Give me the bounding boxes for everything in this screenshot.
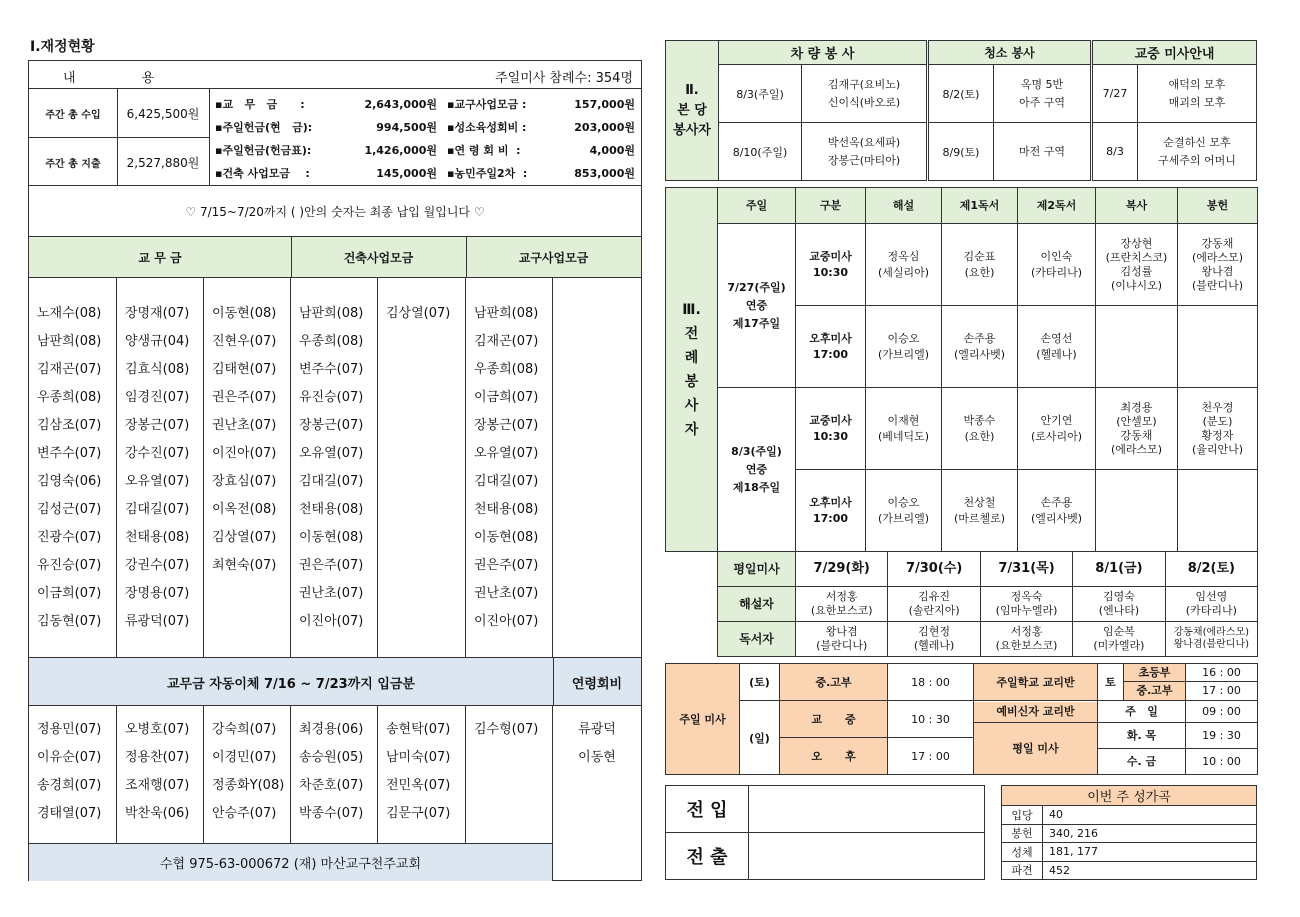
donor-name: 이동현(08) xyxy=(474,530,539,545)
auto-col-6 xyxy=(466,706,553,844)
car-names: 김재구(요비노) 신이식(바오로) xyxy=(802,65,928,123)
autotransfer-name: 박찬욱(06) xyxy=(125,806,190,821)
commentator: 김영숙 (엔나타) xyxy=(1073,587,1165,621)
donor-col-4 xyxy=(291,278,378,657)
cat-time: 09 : 00 xyxy=(1186,702,1257,723)
hymns-table xyxy=(1001,785,1257,880)
commentator: 임선영 (카타리나) xyxy=(1185,590,1237,617)
donor-name: 김상열(07) xyxy=(386,306,451,321)
schedule-name: 중.고부 xyxy=(780,664,888,701)
donor-name: 장봉근(07) xyxy=(125,418,190,433)
transfer-in-value xyxy=(749,786,985,833)
header-diocese: 교구사업모금 xyxy=(518,251,589,265)
catechumen-weekday xyxy=(974,701,1098,775)
autotransfer-name: 남미숙(07) xyxy=(386,750,451,765)
donor-name: 우종희(08) xyxy=(299,334,364,349)
time-list xyxy=(1186,701,1258,775)
elem-time: 16 : 00 xyxy=(1186,664,1257,682)
donor-col-3 xyxy=(204,278,291,657)
car-service-header: 차 량 봉 사 xyxy=(719,41,928,65)
school-groups xyxy=(1124,664,1186,701)
reading2: 안기연 (로사리아) xyxy=(1018,388,1096,470)
catechumen-label: 예비신자 교리반 xyxy=(974,702,1097,723)
mid-label: 중.고부 xyxy=(1124,682,1185,700)
income-value: 6,425,500원 xyxy=(117,89,210,138)
donor-name: 이금희(07) xyxy=(474,390,539,405)
memorial-list xyxy=(553,716,641,772)
sun-label: (일) xyxy=(740,701,780,775)
sat-short-label: 토 xyxy=(1098,664,1124,701)
auto-col-2 xyxy=(117,706,204,844)
autotransfer-name: 송승원(05) xyxy=(299,750,364,765)
autotransfer-name: 최경용(06) xyxy=(299,722,364,737)
donor-name: 류광덕(07) xyxy=(125,614,190,629)
donor-name: 천태용(08) xyxy=(474,502,539,517)
mass-type: 오후미사 17:00 xyxy=(796,306,866,388)
schedule-time: 18 : 00 xyxy=(888,664,974,701)
bank-account: 수협 975-63-000672 (재) 마산교구천주교회 xyxy=(29,844,553,881)
transfer-out-value xyxy=(749,833,985,880)
schedule-time: 17 : 00 xyxy=(888,738,974,775)
donor-name: 강수진(07) xyxy=(125,446,190,461)
header-commentary: 해설 xyxy=(866,188,942,224)
donor-name: 김삼조(07) xyxy=(37,418,102,433)
donor-name: 최현숙(07) xyxy=(212,558,277,573)
commentary: 정옥심 (세실리아) xyxy=(866,224,942,306)
memorial-header: 연령회비 xyxy=(571,676,623,692)
weekday-label: 평일미사 xyxy=(718,552,796,587)
donor-name: 이진아(07) xyxy=(474,614,539,629)
donor-name: 김영숙(06) xyxy=(37,474,102,489)
donor-col-2 xyxy=(117,278,204,657)
donor-headers xyxy=(29,237,641,278)
commentators xyxy=(796,587,1258,622)
expense-value: 2,527,880원 xyxy=(117,138,210,186)
donor-name: 오유열(07) xyxy=(125,474,190,489)
autotransfer-header xyxy=(29,658,641,706)
donor-name: 오유열(07) xyxy=(299,446,364,461)
weekday-date: 8/2(토) xyxy=(1187,561,1235,576)
autotransfer-name: 조재행(07) xyxy=(125,778,190,793)
autotransfer-name: 정종화Y(08) xyxy=(212,778,285,793)
donor-name: 권난초(07) xyxy=(299,586,364,601)
sunday-1: 7/27(주일) 연중 제17주일 xyxy=(718,224,796,388)
transfer-table xyxy=(665,785,985,880)
auto-col-1 xyxy=(29,706,117,844)
donor-name: 권은주(07) xyxy=(474,558,539,573)
wd1-day: 화. 목 xyxy=(1098,723,1185,749)
finance-panel xyxy=(28,60,642,881)
section3-label: Ⅲ. 전 례 봉 사 자 xyxy=(666,188,718,552)
weekday-date: 7/29(화) xyxy=(796,552,888,586)
header-reading1: 제1독서 xyxy=(942,188,1018,224)
header-sunday: 주일 xyxy=(718,188,796,224)
donor-name: 김대길(07) xyxy=(125,502,190,517)
mass-type: 교중미사 10:30 xyxy=(796,224,866,306)
mid-time: 17 : 00 xyxy=(1202,684,1241,698)
spacer xyxy=(666,552,718,657)
commentary: 이재현 (베네딕도) xyxy=(866,388,942,470)
donor-name: 이진아(07) xyxy=(299,614,364,629)
autotransfer-title: 교무금 자동이체 7/16 ~ 7/23까지 입금분 xyxy=(29,658,554,706)
clean-date: 8/9(토) xyxy=(928,123,994,181)
autotransfer-name: 안승주(07) xyxy=(212,806,277,821)
autotransfer-name: 송경희(07) xyxy=(37,778,102,793)
donor-name: 김효식(08) xyxy=(125,362,190,377)
donor-name: 남판희(08) xyxy=(37,334,102,349)
autotransfer-name: 김문구(07) xyxy=(386,806,451,821)
transfer-out-label: 전 출 xyxy=(666,833,749,880)
mass-date: 7/27 xyxy=(1092,65,1138,123)
reader: 서정홍 (요한보스코) xyxy=(981,622,1073,656)
car-date: 8/10(주일) xyxy=(719,123,802,181)
hymn-value: 40 xyxy=(1043,806,1257,825)
sunday-mass-label: 주일 미사 xyxy=(666,664,740,775)
wd2-day: 수. 금 xyxy=(1126,754,1157,768)
donor-name: 권은주(07) xyxy=(299,558,364,573)
commentator: 서정홍 (요한보스코) xyxy=(796,587,888,621)
mass-group: 애덕의 모후 매괴의 모후 xyxy=(1138,65,1257,123)
weekday-date: 8/1(금) xyxy=(1073,552,1165,586)
reader: 임순복 (미카엘라) xyxy=(1073,622,1165,656)
donor-name: 장봉근(07) xyxy=(299,418,364,433)
hymn-key: 파견 xyxy=(1002,861,1043,880)
car-date: 8/3(주일) xyxy=(719,65,802,123)
header-reading2: 제2독서 xyxy=(1018,188,1096,224)
donor-name: 양생규(04) xyxy=(125,334,190,349)
donor-name: 장명재(07) xyxy=(125,306,190,321)
weekday-date: 7/30(수) xyxy=(888,552,980,586)
header-type: 구분 xyxy=(796,188,866,224)
donor-name: 김대길(07) xyxy=(299,474,364,489)
mass-date: 8/3 xyxy=(1092,123,1138,181)
reading2: 이인숙 (카타리나) xyxy=(1018,224,1096,306)
items-right: ▪교구사업모금 : 157,000원 ▪성소육성회비 : 203,000원 ▪연 령 회 비 : 4,000원 ▪농민주일2차 : 853,000원 xyxy=(447,98,635,180)
autotransfer-name: 전민옥(07) xyxy=(386,778,451,793)
reading1: 박종수 (요한) xyxy=(942,388,1018,470)
donor-name: 김대길(07) xyxy=(474,474,539,489)
donor-name: 변주수(07) xyxy=(299,362,364,377)
reading1: 손주용 (엘리사벳) xyxy=(942,306,1018,388)
mass-group: 순결하신 모후 구세주의 어머니 xyxy=(1138,123,1257,181)
donor-col-1 xyxy=(29,278,117,657)
liturgy-table xyxy=(665,187,1258,657)
elem-label: 초등부 xyxy=(1124,664,1185,682)
transfer-in-label: 전 입 xyxy=(666,786,749,833)
hymn-key: 성체 xyxy=(1002,843,1043,862)
cat-day: 주 일 xyxy=(1098,702,1185,723)
reader: 왕나겸 (블란디나) xyxy=(796,622,888,656)
autotransfer-name: 정용찬(07) xyxy=(125,750,190,765)
cleaning-header: 청소 봉사 xyxy=(928,41,1092,65)
clean-area: 옥명 5반 아주 구역 xyxy=(994,65,1092,123)
attendance: 주일미사 참례수: 354명 xyxy=(495,71,633,86)
altar: 최경용 (안셀모) 강동채 (에라스모) xyxy=(1096,388,1178,470)
sunday-2: 8/3(주일) 연중 제18주일 xyxy=(718,388,796,552)
donor-name: 이진아(07) xyxy=(212,446,277,461)
items-left: ▪교 무 금 : 2,643,000원 ▪주일헌금(현 금): 994,500원 ▪주일헌금(헌금표): 1,426,000원 ▪건축 사업모금 : 145,000원 xyxy=(215,98,437,180)
mass-type: 오후미사 17:00 xyxy=(796,470,866,552)
reader-label: 독서자 xyxy=(718,622,796,657)
donor-name: 이금희(07) xyxy=(37,586,102,601)
donor-name: 권난초(07) xyxy=(212,418,277,433)
car-names: 박선옥(요세파) 장봉근(마티아) xyxy=(802,123,928,181)
donor-name: 이동현(08) xyxy=(299,530,364,545)
day-list xyxy=(1098,701,1186,775)
header-tithe: 교 무 금 xyxy=(29,237,292,278)
donor-name: 권은주(07) xyxy=(212,390,277,405)
donor-name: 김상열(07) xyxy=(212,530,277,545)
donor-name: 김재곤(07) xyxy=(474,334,539,349)
donor-name: 천태용(08) xyxy=(125,530,190,545)
sat-label: (토) xyxy=(740,664,780,701)
autotransfer-name: 정용민(07) xyxy=(37,722,102,737)
header-offering: 봉헌 xyxy=(1178,188,1258,224)
auto-col-5 xyxy=(378,706,466,844)
donor-name: 장효심(07) xyxy=(212,474,277,489)
donor-col-6 xyxy=(466,278,553,657)
weekday-date: 7/31(목) xyxy=(981,552,1073,586)
commentary: 이승오 (가브리엘) xyxy=(866,306,942,388)
reader: 김현정 (헬레나) xyxy=(888,622,980,656)
reading1: 천상철 (마르첼로) xyxy=(942,470,1018,552)
section-title: Ⅰ.재정현황 xyxy=(30,39,95,55)
reading1: 김순표 (요한) xyxy=(942,224,1018,306)
commentator: 김유진 (솔란지아) xyxy=(888,587,980,621)
donor-col-5 xyxy=(378,278,466,657)
finance-header xyxy=(29,61,641,89)
donor-name: 김동현(07) xyxy=(37,614,102,629)
hymn-key: 입당 xyxy=(1002,806,1043,825)
mass-schedule xyxy=(665,663,1258,775)
donor-name: 변주수(07) xyxy=(37,446,102,461)
offering xyxy=(1178,306,1258,388)
finance-summary xyxy=(29,89,641,186)
donor-name: 우종희(08) xyxy=(474,362,539,377)
income-label: 주간 총 수입 xyxy=(29,89,118,138)
header-building: 건축사업모금 xyxy=(291,237,467,278)
wd2-time: 10 : 00 xyxy=(1202,754,1241,768)
weekday-dates xyxy=(796,552,1258,587)
hymn-value: 181, 177 xyxy=(1043,843,1257,862)
donor-name: 이옥전(08) xyxy=(212,502,277,517)
altar xyxy=(1096,470,1178,552)
clean-area: 마전 구역 xyxy=(994,123,1092,181)
autotransfer-name: 이경민(07) xyxy=(212,750,277,765)
reader: 강동채(에라스모) 왕나겸(블란디나) xyxy=(1173,627,1250,650)
payment-notice: ♡ 7/15~7/20까지 ( )안의 숫자는 최종 납입 월입니다 ♡ xyxy=(29,186,641,237)
donor-name: 이동현(08) xyxy=(212,306,277,321)
donor-name: 유진승(07) xyxy=(37,558,102,573)
donor-name: 오유열(07) xyxy=(474,446,539,461)
donor-name: 노재수(08) xyxy=(37,306,102,321)
donor-name: 우종희(08) xyxy=(37,390,102,405)
reading2: 손주용 (엘리사벳) xyxy=(1018,470,1096,552)
autotransfer-name: 차준호(07) xyxy=(299,778,364,793)
donor-name: 남판희(08) xyxy=(299,306,364,321)
autotransfer-name: 박종수(07) xyxy=(299,806,364,821)
content-label: 내 용 xyxy=(63,71,155,86)
commentary: 이승오 (가브리엘) xyxy=(866,470,942,552)
school-times xyxy=(1186,664,1258,701)
autotransfer-name: 강숙희(07) xyxy=(212,722,277,737)
donor-name: 유진승(07) xyxy=(299,390,364,405)
auto-col-3 xyxy=(204,706,291,844)
mass-type: 교중미사 10:30 xyxy=(796,388,866,470)
autotransfer-list xyxy=(29,706,641,844)
hymns-title: 이번 주 성가곡 xyxy=(1002,786,1257,806)
autotransfer-name: 김수형(07) xyxy=(474,722,539,737)
memorial-name: 이동현 xyxy=(578,750,616,765)
donor-name: 장명용(07) xyxy=(125,586,190,601)
donor-list xyxy=(29,278,641,658)
schedule-name: 교 중 xyxy=(780,701,888,738)
autotransfer-name: 이유순(07) xyxy=(37,750,102,765)
sunday-school-label: 주일학교 교리반 xyxy=(974,664,1098,701)
donor-name: 김재곤(07) xyxy=(37,362,102,377)
donor-name: 진광수(07) xyxy=(37,530,102,545)
donor-name: 김성근(07) xyxy=(37,502,102,517)
expense-label: 주간 총 지출 xyxy=(29,138,118,186)
auto-col-4 xyxy=(291,706,378,844)
schedule-time: 10 : 30 xyxy=(888,701,974,738)
donor-name: 권난초(07) xyxy=(474,586,539,601)
readers xyxy=(796,622,1258,657)
altar xyxy=(1096,306,1178,388)
donor-name: 임경진(07) xyxy=(125,390,190,405)
weekday-mass-label: 평일 미사 xyxy=(974,723,1097,774)
parish-service-table xyxy=(665,40,1257,181)
donor-name: 천태용(08) xyxy=(299,502,364,517)
offering: 강동채 (에라스모) 왕나겸 (블란디나) xyxy=(1178,224,1258,306)
donor-name: 남판희(08) xyxy=(474,306,539,321)
autotransfer-name: 경태열(07) xyxy=(37,806,102,821)
reading2: 손영선 (헬레나) xyxy=(1018,306,1096,388)
commentator: 정옥숙 (임마누엘라) xyxy=(981,587,1073,621)
donor-name: 강권수(07) xyxy=(125,558,190,573)
section2-label: Ⅱ. 본 당 봉사자 xyxy=(666,41,719,181)
autotransfer-name: 오병호(07) xyxy=(125,722,190,737)
donor-name: 장봉근(07) xyxy=(474,418,539,433)
offering: 천우경 (분도) 황정자 (율리안나) xyxy=(1178,388,1258,470)
header-altar: 복사 xyxy=(1096,188,1178,224)
wd1-time: 19 : 30 xyxy=(1186,723,1257,749)
commentator-label: 해설자 xyxy=(718,587,796,622)
clean-date: 8/2(토) xyxy=(928,65,994,123)
donor-name: 진현우(07) xyxy=(212,334,277,349)
altar: 장상현 (프란치스코) 김성률 (이냐시오) xyxy=(1096,224,1178,306)
mass-guide-header: 교중 미사안내 xyxy=(1092,41,1257,65)
schedule-name: 오 후 xyxy=(780,738,888,775)
hymn-key: 봉헌 xyxy=(1002,824,1043,843)
donor-name: 김태현(07) xyxy=(212,362,277,377)
hymn-value: 340, 216 xyxy=(1043,824,1257,843)
hymn-value: 452 xyxy=(1043,861,1257,880)
autotransfer-name: 송현탁(07) xyxy=(386,722,451,737)
offering xyxy=(1178,470,1258,552)
memorial-name: 류광덕 xyxy=(578,722,616,737)
